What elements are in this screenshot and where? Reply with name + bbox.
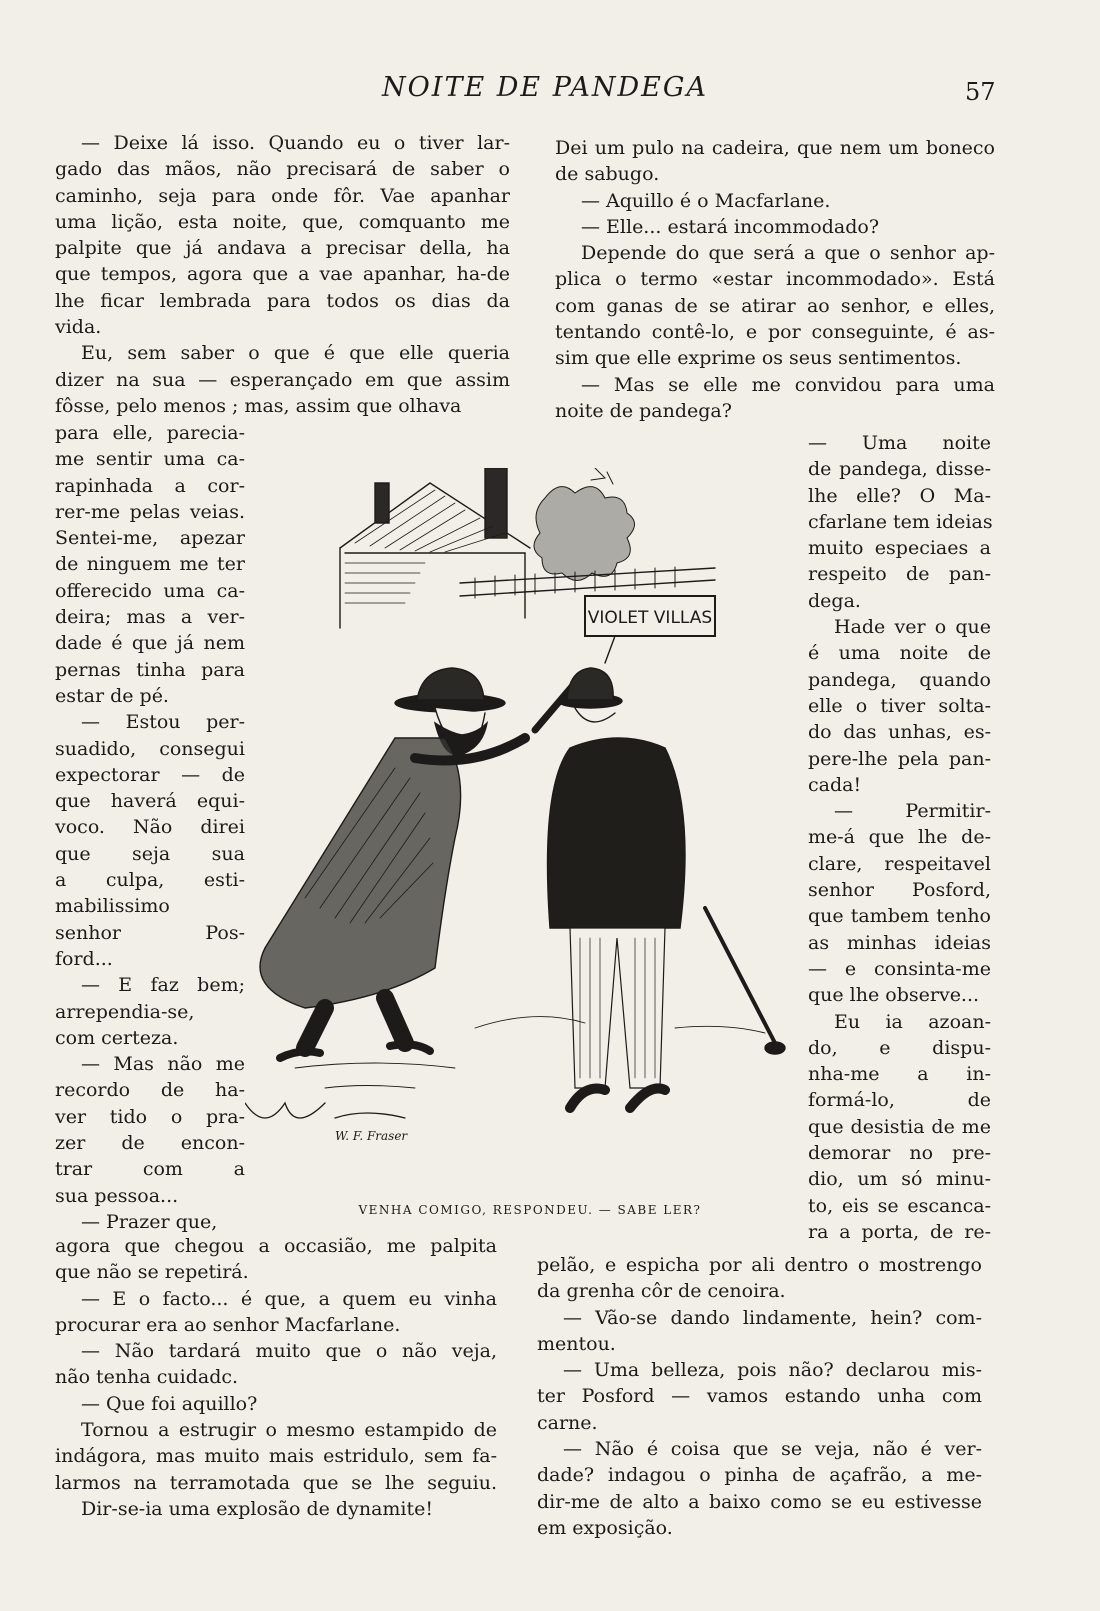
text-line: do das unhas, es- — [808, 721, 991, 744]
text-line: é uma noite de — [808, 642, 991, 665]
text-line: cada! — [808, 773, 862, 796]
text-line: que lhe observe... — [808, 984, 980, 1007]
text-line: que não se repetirá. — [55, 1261, 249, 1284]
text-line: palpite que já andava a precisar della, ha — [55, 237, 510, 260]
text-line: dir-me de alto a baixo como se eu estivesse — [537, 1490, 982, 1513]
text-line: larmos na terramotada que se lhe seguiu. — [55, 1471, 497, 1494]
text-line: Sentei-me, apezar — [55, 527, 245, 550]
text-line: cfarlane tem ideias — [808, 510, 993, 533]
text-line: clare, respeitavel — [808, 852, 991, 875]
text-line: a culpa, esti- — [55, 869, 245, 892]
text-line: — E o facto... é que, a quem eu vinha — [81, 1287, 497, 1310]
text-line: offerecido uma ca- — [55, 579, 245, 602]
text-line: do, e dispu- — [808, 1036, 991, 1059]
text-line: — Permitir- — [834, 800, 991, 823]
text-line: dizer na sua — esperançado em que assim — [55, 368, 510, 391]
text-line: senhor Pos- — [55, 921, 245, 944]
text-line: de ninguem me ter — [55, 553, 245, 576]
young-man-hat — [567, 668, 613, 700]
text-line: que haverá equi- — [55, 790, 245, 813]
text-line: dade? indagou o pinha de açafrão, a me- — [537, 1464, 982, 1487]
right-column-bottom-text — [537, 1252, 982, 1541]
text-line: sim que elle exprime os seus sentimentos. — [555, 347, 962, 370]
walking-stick-lowered — [705, 908, 775, 1043]
text-line: plica o termo «estar incommodado». Está — [555, 268, 995, 291]
text-line: rer-me pelas veias. — [55, 500, 245, 523]
text-line: to, eis se escanca- — [808, 1194, 991, 1217]
running-header-title: NOITE DE PANDEGA — [382, 72, 708, 103]
text-line: me sentir uma ca- — [55, 448, 245, 471]
text-line: da grenha côr de cenoira. — [537, 1280, 786, 1303]
text-line: uma lição, esta noite, que, comquanto me — [55, 210, 510, 233]
text-line: vida. — [55, 316, 102, 339]
text-line: caminho, seja para onde fôr. Vae apanhar — [55, 184, 510, 207]
text-line: — Mas se elle me convidou para uma — [581, 373, 995, 396]
text-line: rapinhada a cor- — [55, 474, 245, 497]
text-line: carne. — [537, 1411, 598, 1434]
text-line: Eu, sem saber o que é que elle queria — [81, 342, 510, 365]
text-line: — e consinta-me — [808, 957, 991, 980]
text-line: Hade ver o que — [834, 616, 991, 639]
text-line: Depende do que será a que o senhor ap- — [581, 242, 995, 265]
engraving-illustration — [245, 468, 820, 1203]
text-line: para elle, parecia- — [55, 422, 245, 444]
text-line: ver tido o pra- — [55, 1105, 245, 1128]
young-man-trousers — [570, 928, 665, 1088]
text-line: que tambem tenho — [808, 905, 991, 928]
text-line: sua pessoa... — [55, 1184, 179, 1207]
text-line: pernas tinha para — [55, 658, 245, 681]
chimney — [485, 468, 507, 538]
text-line: — Mas não me — [81, 1053, 245, 1076]
left-column-wrapped-text — [55, 420, 245, 1235]
text-line: — Uma noite — [808, 432, 991, 454]
text-line: elle o tiver solta- — [808, 694, 991, 717]
text-line: — Uma belleza, pois não? declarou mis- — [563, 1359, 982, 1382]
text-line: ra a porta, de re- — [808, 1220, 991, 1243]
artist-signature: W. F. Fraser — [335, 1129, 408, 1143]
text-line: lhe elle? O Ma- — [808, 484, 991, 507]
text-line: Tornou a estrugir o mesmo estampido de — [81, 1419, 497, 1442]
text-line: — E faz bem; — [81, 974, 245, 997]
text-line: gado das mãos, não precisará de saber o — [55, 158, 510, 181]
old-man-legs — [305, 998, 405, 1048]
text-line: lhe ficar lembrada para todos os dias da — [55, 289, 510, 312]
text-line: voco. Não direi — [55, 816, 245, 839]
text-line: Dei um pulo na cadeira, que nem um boneco — [555, 137, 995, 159]
text-line: deira; mas a ver- — [55, 606, 245, 629]
text-line: formá-lo, de — [808, 1089, 991, 1112]
text-line: ter Posford — vamos estando unha com — [537, 1385, 982, 1408]
text-line: — Não é coisa que se veja, não é ver- — [563, 1438, 982, 1461]
text-line: dio, um só minu- — [808, 1168, 991, 1191]
text-line: que desistia de me — [808, 1115, 991, 1138]
text-line: pere-lhe pela pan- — [808, 747, 991, 770]
text-line: — Vão-se dando lindamente, hein? com- — [563, 1306, 982, 1329]
text-line: — Que foi aquillo? — [81, 1392, 258, 1415]
text-line: zer de encon- — [55, 1132, 245, 1155]
text-line: agora que chegou a occasião, me palpita — [55, 1235, 497, 1257]
text-line: mabilissimo — [55, 895, 170, 918]
artist-signature-mark — [245, 1103, 405, 1118]
text-line: suadido, consegui — [55, 737, 245, 760]
text-line: indágora, mas muito mais estridulo, sem fa- — [55, 1445, 497, 1468]
text-line: — Estou per- — [81, 711, 245, 734]
text-line: mentou. — [537, 1332, 616, 1355]
old-man-hat — [417, 668, 484, 700]
text-line: dega. — [808, 589, 861, 612]
text-line: em exposição. — [537, 1516, 673, 1539]
text-line: — Não tardará muito que o não veja, — [81, 1340, 497, 1363]
young-man-head — [575, 708, 615, 722]
text-line: de sabugo. — [555, 163, 660, 186]
text-line: de pandega, disse- — [808, 458, 991, 481]
left-column-top-text — [55, 130, 510, 419]
text-line: as minhas ideias — [808, 931, 991, 954]
text-line: Eu ia azoan- — [834, 1010, 991, 1033]
text-line: com ganas de se atirar ao senhor, e elles, — [555, 294, 995, 317]
text-line: — Deixe lá isso. Quando eu o tiver lar- — [81, 132, 510, 154]
text-line: demorar no pre- — [808, 1142, 991, 1165]
text-line: me-á que lhe de- — [808, 826, 991, 849]
text-line: dade é que já nem — [55, 632, 245, 655]
text-line: Dir-se-ia uma explosão de dynamite! — [81, 1497, 434, 1520]
text-line: recordo de ha- — [55, 1079, 245, 1102]
text-line: noite de pandega? — [555, 399, 732, 422]
text-line: pandega, quando — [808, 668, 991, 691]
text-line: trar com a — [55, 1158, 245, 1181]
text-line: senhor Posford, — [808, 879, 991, 902]
right-column-top-text — [555, 135, 995, 424]
text-line: ford... — [55, 947, 113, 970]
text-line: estar de pé. — [55, 684, 169, 707]
text-line: muito especiaes a — [808, 537, 991, 560]
text-line: expectorar — de — [55, 763, 245, 786]
illustration-caption: VENHA COMIGO, RESPONDEU. — SABE LER? — [358, 1203, 702, 1217]
text-line: que tempos, agora que a vae apanhar, ha-de — [55, 263, 510, 286]
sign-text: VIOLET VILLAS — [587, 608, 713, 628]
text-line: respeito de pan- — [808, 563, 991, 586]
text-line: — Prazer que, — [81, 1210, 218, 1233]
young-man-jacket — [548, 738, 686, 928]
text-line: tentando contê-lo, e por conseguinte, é as- — [555, 321, 995, 344]
text-line: — Aquillo é o Macfarlane. — [581, 189, 831, 212]
left-column-bottom-text — [55, 1233, 497, 1522]
text-line: que seja sua — [55, 842, 245, 865]
text-line: pelão, e espicha por ali dentro o mostrengo — [537, 1254, 982, 1276]
text-line: — Elle... estará incommodado? — [581, 215, 880, 238]
right-column-wrapped-text — [808, 430, 991, 1245]
text-line: não tenha cuidadc. — [55, 1366, 239, 1389]
old-man-coat — [260, 738, 461, 1008]
text-line: com certeza. — [55, 1026, 179, 1049]
text-line: arrependia-se, — [55, 1000, 195, 1023]
chimney — [375, 483, 389, 523]
text-line: procurar era ao senhor Macfarlane. — [55, 1313, 401, 1336]
text-line: fôsse, pelo menos ; mas, assim que olhava — [55, 394, 462, 417]
text-line: nha-me a in- — [808, 1063, 991, 1086]
page-number: 57 — [965, 78, 996, 106]
